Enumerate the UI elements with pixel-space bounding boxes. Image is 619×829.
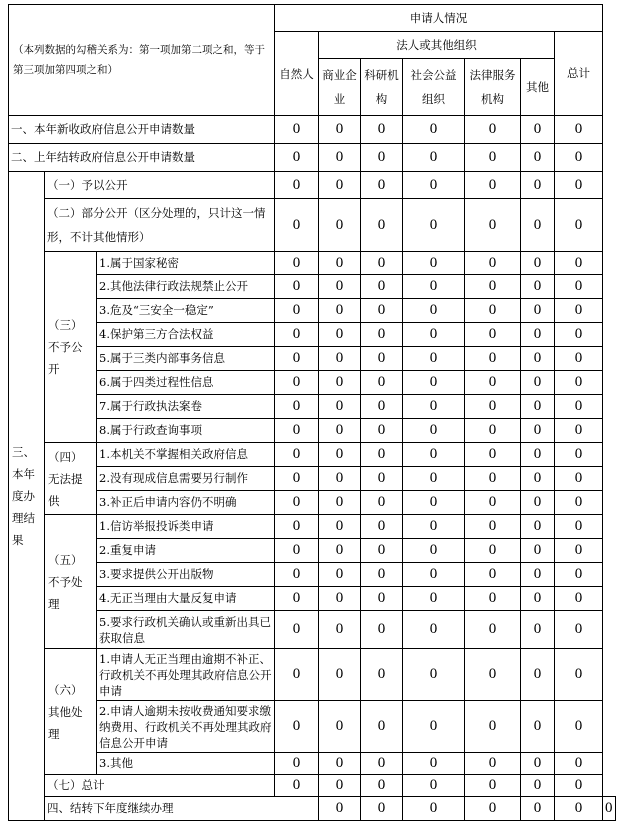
- cell-value: 0: [403, 701, 465, 753]
- cell-value: 0: [521, 587, 555, 611]
- cell-value: 0: [521, 116, 555, 144]
- cell-value: 0: [465, 467, 521, 491]
- cell-value: 0: [361, 611, 403, 649]
- row-label: 1.本机关不掌握相关政府信息: [97, 443, 275, 467]
- cell-value: 0: [465, 587, 521, 611]
- cell-value: 0: [521, 144, 555, 172]
- cell-value: 0: [403, 611, 465, 649]
- cell-value: 0: [319, 172, 361, 199]
- cell-value: 0: [465, 443, 521, 467]
- cell-value: 0: [275, 347, 319, 371]
- cell-value: 0: [361, 467, 403, 491]
- cell-value: 0: [521, 199, 555, 252]
- cell-value: 0: [319, 252, 361, 275]
- cell-value: 0: [465, 144, 521, 172]
- cell-value: 0: [361, 539, 403, 563]
- cell-value: 0: [521, 323, 555, 347]
- row-label: 5.要求行政机关确认或重新出具已获取信息: [97, 611, 275, 649]
- cell-value: 0: [403, 649, 465, 701]
- cell-value: 0: [319, 443, 361, 467]
- cell-value: 0: [521, 252, 555, 275]
- row-label: 2.其他法律行政法规禁止公开: [97, 275, 275, 299]
- cell-value: 0: [403, 323, 465, 347]
- row-label: 3.其他: [97, 753, 275, 775]
- cell-value: 0: [465, 116, 521, 144]
- group-four-label: （四）无法提供: [45, 443, 97, 515]
- cell-value: 0: [319, 347, 361, 371]
- cell-value: 0: [465, 275, 521, 299]
- table-row: [9, 116, 616, 144]
- table-row: [9, 587, 616, 611]
- header-legal-group: 法人或其他组织: [319, 32, 555, 59]
- cell-value: 0: [465, 649, 521, 701]
- cell-value: 0: [403, 347, 465, 371]
- cell-value: 0: [465, 252, 521, 275]
- group-three-label: （三）不予公开: [45, 252, 97, 443]
- cell-value: 0: [319, 144, 361, 172]
- cell-value: 0: [403, 144, 465, 172]
- cell-value: 0: [361, 491, 403, 515]
- table-row: [9, 144, 616, 172]
- cell-value: 0: [275, 775, 319, 797]
- cell-value: 0: [521, 701, 555, 753]
- cell-value: 0: [555, 701, 603, 753]
- row-label: 3.补正后申请内容仍不明确: [97, 491, 275, 515]
- cell-value: 0: [521, 347, 555, 371]
- table-row: [9, 491, 616, 515]
- cell-value: 0: [361, 443, 403, 467]
- cell-value: 0: [275, 323, 319, 347]
- row-label: 8.属于行政查询事项: [97, 419, 275, 443]
- cell-value: 0: [555, 347, 603, 371]
- cell-value: 0: [465, 371, 521, 395]
- cell-value: 0: [403, 443, 465, 467]
- cell-value: 0: [361, 144, 403, 172]
- cell-value: 0: [465, 299, 521, 323]
- cell-value: 0: [319, 371, 361, 395]
- cell-value: 0: [319, 587, 361, 611]
- cell-value: 0: [319, 419, 361, 443]
- cell-value: 0: [275, 467, 319, 491]
- cell-value: 0: [275, 395, 319, 419]
- cell-value: 0: [319, 515, 361, 539]
- cell-value: 0: [319, 775, 361, 797]
- header-legal-service: 法律服务机构: [465, 59, 521, 116]
- cell-value: 0: [603, 797, 616, 821]
- cell-value: 0: [555, 443, 603, 467]
- table-row: [9, 323, 616, 347]
- group-six-label: （六）其他处理: [45, 649, 97, 775]
- cell-value: 0: [555, 587, 603, 611]
- cell-value: 0: [361, 395, 403, 419]
- cell-value: 0: [275, 275, 319, 299]
- cell-value: 0: [403, 371, 465, 395]
- cell-value: 0: [521, 775, 555, 797]
- row-label: 4.保护第三方合法权益: [97, 323, 275, 347]
- cell-value: 0: [319, 649, 361, 701]
- header-total: 总计: [555, 32, 603, 116]
- cell-value: 0: [465, 563, 521, 587]
- cell-value: 0: [521, 467, 555, 491]
- cell-value: 0: [361, 323, 403, 347]
- cell-value: 0: [361, 371, 403, 395]
- cell-value: 0: [403, 539, 465, 563]
- cell-value: 0: [555, 775, 603, 797]
- group-five-label: （五）不予处理: [45, 515, 97, 649]
- cell-value: 0: [555, 144, 603, 172]
- cell-value: 0: [555, 649, 603, 701]
- cell-value: 0: [555, 323, 603, 347]
- row-label: （一）予以公开: [45, 172, 275, 199]
- cell-value: 0: [275, 539, 319, 563]
- cell-value: 0: [521, 172, 555, 199]
- row-label: 1.申请人无正当理由逾期不补正、行政机关不再处理其政府信息公开申请: [97, 649, 275, 701]
- header-social: 社会公益组织: [403, 59, 465, 116]
- cell-value: 0: [319, 563, 361, 587]
- cell-value: 0: [403, 275, 465, 299]
- cell-value: 0: [275, 649, 319, 701]
- table-row: [9, 172, 616, 199]
- cell-value: 0: [403, 116, 465, 144]
- cell-value: 0: [465, 172, 521, 199]
- header-natural-person: 自然人: [275, 32, 319, 116]
- row-label: （七）总计: [45, 775, 275, 797]
- row-label: 2.重复申请: [97, 539, 275, 563]
- row-label: 2.没有现成信息需要另行制作: [97, 467, 275, 491]
- cell-value: 0: [521, 299, 555, 323]
- cell-value: 0: [275, 563, 319, 587]
- cell-value: 0: [403, 587, 465, 611]
- row-label: 7.属于行政执法案卷: [97, 395, 275, 419]
- cell-value: 0: [361, 563, 403, 587]
- cell-value: 0: [521, 395, 555, 419]
- header-applicant: 申请人情况: [275, 5, 603, 32]
- cell-value: 0: [521, 443, 555, 467]
- cell-value: 0: [403, 172, 465, 199]
- cell-value: 0: [465, 797, 521, 821]
- cell-value: 0: [403, 563, 465, 587]
- cell-value: 0: [319, 323, 361, 347]
- cell-value: 0: [275, 611, 319, 649]
- cell-value: 0: [465, 419, 521, 443]
- cell-value: 0: [361, 116, 403, 144]
- table-row: [9, 419, 616, 443]
- cell-value: 0: [465, 347, 521, 371]
- cell-value: 0: [361, 299, 403, 323]
- cell-value: 0: [465, 701, 521, 753]
- cell-value: 0: [275, 753, 319, 775]
- cell-value: 0: [361, 199, 403, 252]
- cell-value: 0: [521, 753, 555, 775]
- cell-value: 0: [465, 753, 521, 775]
- cell-value: 0: [465, 323, 521, 347]
- cell-value: 0: [555, 199, 603, 252]
- table-row: [9, 563, 616, 587]
- header-other: 其他: [521, 59, 555, 116]
- cell-value: 0: [465, 199, 521, 252]
- row-label: （二）部分公开（区分处理的，只计这一情形，不计其他情形）: [45, 199, 275, 252]
- cell-value: 0: [361, 347, 403, 371]
- cell-value: 0: [555, 395, 603, 419]
- table-row: [9, 199, 616, 252]
- table-row: [9, 649, 616, 701]
- table-row: [9, 701, 616, 753]
- section-three-label: 三、本年度办理结果: [9, 172, 45, 821]
- cell-value: 0: [465, 775, 521, 797]
- cell-value: 0: [555, 563, 603, 587]
- cell-value: 0: [361, 753, 403, 775]
- cell-value: 0: [403, 797, 465, 821]
- cell-value: 0: [275, 371, 319, 395]
- cell-value: 0: [403, 199, 465, 252]
- cell-value: 0: [555, 753, 603, 775]
- cell-value: 0: [319, 701, 361, 753]
- cell-value: 0: [555, 611, 603, 649]
- table-row: [9, 797, 616, 821]
- cell-value: 0: [319, 116, 361, 144]
- header-research: 科研机构: [361, 59, 403, 116]
- cell-value: 0: [361, 649, 403, 701]
- cell-value: 0: [555, 491, 603, 515]
- cell-value: 0: [319, 797, 361, 821]
- table-row: [9, 252, 616, 275]
- cell-value: 0: [275, 419, 319, 443]
- cell-value: 0: [275, 443, 319, 467]
- cell-value: 0: [361, 515, 403, 539]
- table-row: [9, 467, 616, 491]
- cell-value: 0: [521, 275, 555, 299]
- cell-value: 0: [403, 775, 465, 797]
- cell-value: 0: [275, 299, 319, 323]
- cell-value: 0: [521, 419, 555, 443]
- cell-value: 0: [521, 371, 555, 395]
- cell-value: 0: [275, 144, 319, 172]
- cell-value: 0: [403, 395, 465, 419]
- cell-value: 0: [319, 275, 361, 299]
- table-row: [9, 753, 616, 775]
- table-row: [9, 347, 616, 371]
- cell-value: 0: [361, 252, 403, 275]
- row-label: 二、上年结转政府信息公开申请数量: [9, 144, 275, 172]
- cell-value: 0: [319, 467, 361, 491]
- cell-value: 0: [319, 491, 361, 515]
- cell-value: 0: [361, 275, 403, 299]
- cell-value: 0: [275, 252, 319, 275]
- cell-value: 0: [403, 753, 465, 775]
- cell-value: 0: [275, 701, 319, 753]
- cell-value: 0: [319, 395, 361, 419]
- cell-value: 0: [521, 649, 555, 701]
- header-commercial: 商业企业: [319, 59, 361, 116]
- cell-value: 0: [319, 753, 361, 775]
- cell-value: 0: [361, 587, 403, 611]
- cell-value: 0: [521, 491, 555, 515]
- cell-value: 0: [403, 467, 465, 491]
- cell-value: 0: [555, 797, 603, 821]
- table-row: [9, 371, 616, 395]
- cell-value: 0: [319, 299, 361, 323]
- cell-value: 0: [319, 199, 361, 252]
- cell-value: 0: [465, 515, 521, 539]
- row-label: 6.属于四类过程性信息: [97, 371, 275, 395]
- cell-value: 0: [555, 116, 603, 144]
- table-row: [9, 611, 616, 649]
- row-label: 3.要求提供公开出版物: [97, 563, 275, 587]
- row-label: 2.申请人逾期未按收费通知要求缴纳费用、行政机关不再处理其政府信息公开申请: [97, 701, 275, 753]
- row-label: 5.属于三类内部事务信息: [97, 347, 275, 371]
- row-label: 3.危及“三安全一稳定”: [97, 299, 275, 323]
- row-label: 1.信访举报投诉类申请: [97, 515, 275, 539]
- relationship-note: （本列数据的勾稽关系为：第一项加第二项之和，等于第三项加第四项之和）: [9, 5, 275, 116]
- table-row: [9, 515, 616, 539]
- cell-value: 0: [319, 539, 361, 563]
- cell-value: 0: [275, 587, 319, 611]
- table-row: [9, 775, 616, 797]
- row-label: 4.无正当理由大量反复申请: [97, 587, 275, 611]
- row-label: 1.属于国家秘密: [97, 252, 275, 275]
- cell-value: 0: [555, 371, 603, 395]
- cell-value: 0: [275, 172, 319, 199]
- cell-value: 0: [361, 172, 403, 199]
- table-row: [9, 443, 616, 467]
- cell-value: 0: [275, 116, 319, 144]
- cell-value: 0: [555, 419, 603, 443]
- cell-value: 0: [319, 611, 361, 649]
- cell-value: 0: [361, 797, 403, 821]
- cell-value: 0: [403, 515, 465, 539]
- row-label: 一、本年新收政府信息公开申请数量: [9, 116, 275, 144]
- table-row: [9, 275, 616, 299]
- table-row: [9, 395, 616, 419]
- cell-value: 0: [403, 299, 465, 323]
- cell-value: 0: [521, 611, 555, 649]
- cell-value: 0: [521, 515, 555, 539]
- cell-value: 0: [361, 419, 403, 443]
- cell-value: 0: [465, 395, 521, 419]
- cell-value: 0: [521, 539, 555, 563]
- cell-value: 0: [555, 299, 603, 323]
- cell-value: 0: [275, 199, 319, 252]
- cell-value: 0: [555, 252, 603, 275]
- cell-value: 0: [521, 563, 555, 587]
- cell-value: 0: [555, 539, 603, 563]
- cell-value: 0: [555, 275, 603, 299]
- cell-value: 0: [403, 252, 465, 275]
- cell-value: 0: [465, 611, 521, 649]
- cell-value: 0: [361, 701, 403, 753]
- cell-value: 0: [555, 172, 603, 199]
- cell-value: 0: [465, 539, 521, 563]
- table-row: [9, 299, 616, 323]
- cell-value: 0: [361, 775, 403, 797]
- table-row: [9, 539, 616, 563]
- cell-value: 0: [555, 467, 603, 491]
- cell-value: 0: [555, 515, 603, 539]
- cell-value: 0: [403, 419, 465, 443]
- row-label: 四、结转下年度继续办理: [45, 797, 319, 821]
- cell-value: 0: [275, 491, 319, 515]
- cell-value: 0: [275, 515, 319, 539]
- cell-value: 0: [521, 797, 555, 821]
- cell-value: 0: [465, 491, 521, 515]
- cell-value: 0: [403, 491, 465, 515]
- gov-info-disclosure-table: [8, 4, 616, 821]
